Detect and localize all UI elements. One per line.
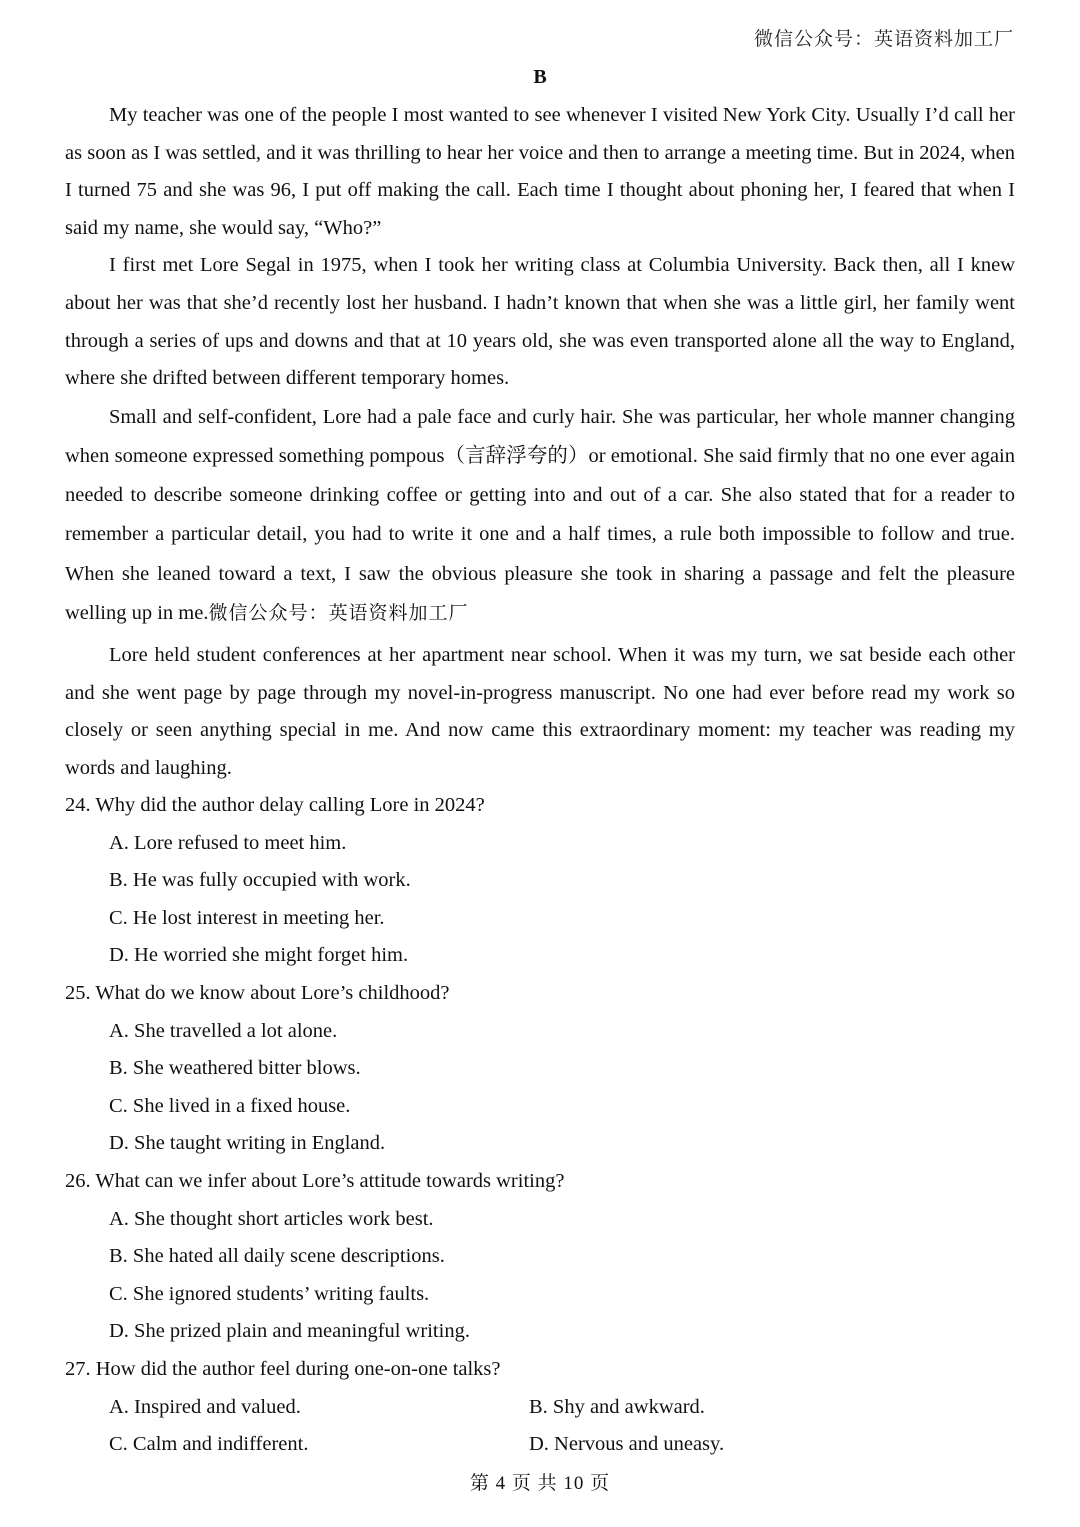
option-row (109, 1389, 1015, 1427)
question-stem: 26. What can we infer about Lore’s attitude towards writing? (65, 1169, 565, 1192)
question-stem: 25. What do we know about Lore’s childhood? (65, 981, 450, 1004)
reading-passage (65, 97, 1015, 787)
option-d: D. He worried she might forget him. (109, 944, 409, 967)
question-stem: 27. How did the author feel during one-on-one talks? (65, 1357, 501, 1380)
option-a: A. She travelled a lot alone. (109, 1019, 338, 1042)
option-c: C. He lost interest in meeting her. (109, 906, 385, 929)
option-a: A. Lore refused to meet him. (109, 831, 347, 854)
section-title: B (533, 66, 547, 88)
option-b: B. He was fully occupied with work. (109, 869, 411, 892)
option-c: C. She lived in a fixed house. (109, 1094, 351, 1117)
inline-watermark: 微信公众号：英语资料加工厂 (208, 602, 469, 624)
question-27 (65, 1351, 1015, 1464)
option-c: C. Calm and indifferent. (109, 1433, 309, 1456)
option-b: B. She hated all daily scene descriptions. (109, 1245, 445, 1268)
question-list (65, 787, 1015, 1464)
passage-paragraph-1: My teacher was one of the people I most wanted to see whenever I visited New York City. Usually I’d call her as soon as I was settled, and it was thrilling to hear her voice and then to arrange a meeting time. But in 2024, when I turned 75 and she was 96, I put off making the call. Each time I thought about phoning her, I feared that when I said my name, she would say, “Who?” (65, 104, 1015, 239)
option-c: C. She ignored students’ writing faults. (109, 1282, 430, 1305)
passage-paragraph-3-text: Small and self-confident, Lore had a pale face and curly hair. She was particular, her whole manner changing when someone expressed something pompous（言辞浮夸的）or emotional. She said firmly that no one ever again needed to describe someone drinking coffee or getting into and out of a car. She also stated that for a reader to remember a particular detail, you had to write it one and a half times, a rule both impossible to follow and true. When she leaned toward a text, I saw the obvious pleasure she took in sharing a passage and felt the pleasure welling up in me. (65, 405, 1015, 624)
page-number: 第 4 页 共 10 页 (469, 1473, 611, 1494)
option-a: A. She thought short articles work best. (109, 1207, 434, 1230)
option-b: B. She weathered bitter blows. (109, 1057, 361, 1080)
option-b: B. Shy and awkward. (529, 1395, 705, 1418)
question-24 (65, 787, 1015, 975)
option-d: D. She taught writing in England. (109, 1132, 386, 1155)
option-a: A. Inspired and valued. (109, 1395, 301, 1418)
header-watermark: 微信公众号：英语资料加工厂 (753, 29, 1014, 50)
option-d: D. Nervous and uneasy. (529, 1433, 725, 1456)
passage-paragraph-3 (65, 398, 1015, 633)
option-d: D. She prized plain and meaningful writing. (109, 1320, 470, 1343)
question-stem: 24. Why did the author delay calling Lore in 2024? (65, 794, 485, 816)
passage-paragraph-2: I first met Lore Segal in 1975, when I took her writing class at Columbia University. Back then, all I knew about her was that she’d recently lost her husband. I hadn’t known that when she was a little girl, her family went through a series of ups and downs and that at 10 years old, she was even transported alone all the way to England, where she drifted between different temporary homes. (65, 254, 1015, 390)
option-row (109, 1426, 1015, 1464)
passage-paragraph-4: Lore held student conferences at her apartment near school. When it was my turn, we sat beside each other and she went page by page through my novel-in-progress manuscript. No one had ever before read my work so closely or seen anything special in me. And now came this extraordinary moment: my teacher was reading my words and laughing. (65, 643, 1015, 779)
question-26 (65, 1163, 1015, 1351)
question-25 (65, 975, 1015, 1163)
